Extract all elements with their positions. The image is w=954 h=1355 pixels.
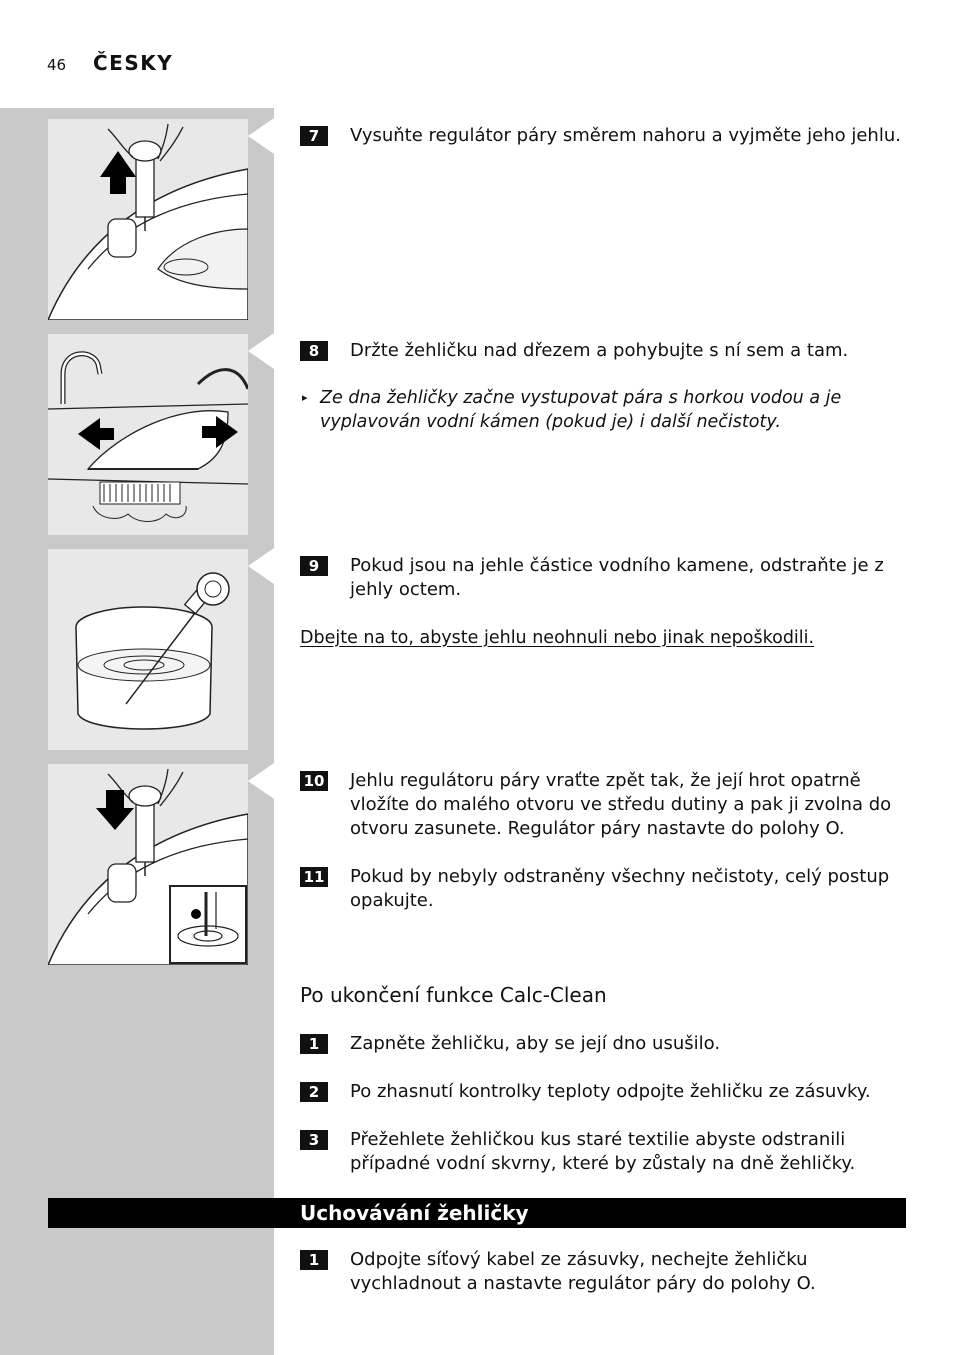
step-text: Jehlu regulátoru páry vraťte zpět tak, že její hrot opatrně vložíte do malého otvoru ve středu dutiny a pak ji zvolna do otvoru zasunete. Regulátor páry nastavte do polohy O. [350, 770, 892, 839]
after-step-2 [300, 1080, 904, 1104]
step-10 [300, 769, 904, 841]
result-note-text: Ze dna žehličky začne vystupovat pára s horkou vodou a je vyplavován vodní kámen (pokud je) i další nečistoty. [320, 388, 842, 432]
step-number: 7 [300, 126, 328, 146]
step-text: Pokud by nebyly odstraněny všechny nečistoty, celý postup opakujte. [350, 866, 890, 911]
after-step-1 [300, 1032, 904, 1056]
section-header-bar [48, 1198, 906, 1228]
step-11 [300, 865, 904, 913]
step-text: Zapněte žehličku, aby se její dno usušilo. [350, 1033, 721, 1054]
section-title: Uchovávání žehličky [300, 1201, 529, 1225]
step-number: 2 [300, 1082, 328, 1102]
figure-pointer [248, 118, 274, 154]
warning-note: Dbejte na to, abyste jehlu neohnuli nebo jinak nepoškodili. [300, 628, 815, 648]
language-heading: ČESKY [93, 51, 174, 75]
step-number: 8 [300, 341, 328, 361]
figure-pointer [248, 333, 274, 369]
step-number: 9 [300, 556, 328, 576]
step-text: Vysuňte regulátor páry směrem nahoru a vyjměte jeho jehlu. [350, 125, 901, 146]
result-note [300, 386, 904, 434]
storage-step-1 [300, 1248, 904, 1296]
figure-remove-needle [48, 119, 248, 320]
step-text: Držte žehličku nad dřezem a pohybujte s ní sem a tam. [350, 340, 849, 361]
figure-vinegar-cup [48, 549, 248, 750]
step-number: 1 [300, 1250, 328, 1270]
step-number: 10 [300, 771, 328, 791]
step-text: Pokud jsou na jehle částice vodního kamene, odstraňte je z jehly octem. [350, 555, 884, 600]
figure-shake-over-sink [48, 334, 248, 535]
step-number: 1 [300, 1034, 328, 1054]
figure-insert-needle [48, 764, 248, 965]
step-number: 11 [300, 867, 328, 887]
page-number: 46 [47, 56, 67, 74]
step-number: 3 [300, 1130, 328, 1150]
after-step-3 [300, 1128, 904, 1176]
step-text: Po zhasnutí kontrolky teploty odpojte žehličku ze zásuvky. [350, 1081, 871, 1102]
step-text: Odpojte síťový kabel ze zásuvky, nechejte žehličku vychladnout a nastavte regulátor páry do polohy O. [350, 1249, 816, 1294]
step-8 [300, 339, 904, 363]
bullet-triangle-icon: ▸ [302, 391, 308, 404]
step-7 [300, 124, 904, 148]
figure-pointer [248, 763, 274, 799]
step-text: Přežehlete žehličkou kus staré textilie abyste odstranili případné vodní skvrny, které by zůstaly na dně žehličky. [350, 1129, 856, 1174]
step-9 [300, 554, 904, 602]
subsection-heading: Po ukončení funkce Calc-Clean [300, 983, 607, 1007]
figure-pointer [248, 548, 274, 584]
